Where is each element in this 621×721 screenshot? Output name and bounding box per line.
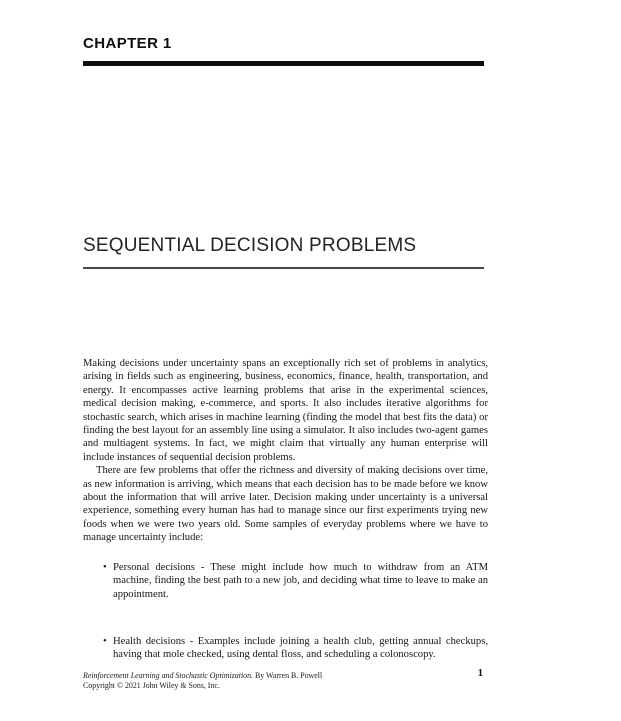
bullet-text: Health decisions - Examples include joining a health club, getting annual checkups, having that mole checked, using dental floss, and scheduling a colonoscopy. [113,635,488,661]
chapter-rule-thick [83,61,484,66]
chapter-label: CHAPTER 1 [83,35,172,52]
bullet-icon: • [103,561,107,573]
footer-book-title: Reinforcement Learning and Stochastic Optimization. [83,671,253,680]
page-number: 1 [477,668,483,679]
list-item [83,561,488,601]
bullet-text: Personal decisions - These might include how much to withdraw from an ATM machine, finding the best path to a new job, and deciding what time to leave to make an appointment. [113,561,488,600]
bullet-icon: • [103,635,107,647]
chapter-title: SEQUENTIAL DECISION PROBLEMS [83,235,417,256]
footer-byline: By Warren B. Powell [254,671,323,680]
body-text [83,357,488,662]
list-item [83,635,488,662]
bullet-list [83,561,488,662]
title-rule-thin [83,267,484,269]
paragraph-1: Making decisions under uncertainty spans an exceptionally rich set of problems in analytics, arising in fields such as engineering, business, economics, finance, health, transportation, and energy. It encompasses active learning problems that arise in the experimental sciences, medical decision making, e-commerce, and sports. It also includes iterative algorithms for stochastic search, which arises in machine learning (finding the model that best fits the data) or finding the best layout for an assembly line using a simulator. It also includes two-agent games and multiagent systems. In fact, we might claim that virtually any human enterprise will include instances of sequential decision problems. [83,358,488,463]
footer-copyright: Copyright © 2021 John Wiley & Sons, Inc. [83,680,220,690]
paragraph-2: There are few problems that offer the richness and diversity of making decisions over time, as new information is arriving, which means that each decision has to be made before we know about the information that will arrive later. Decision making under uncertainty is a universal experience, something every human has had to manage since our first experiments trying new foods when we were two years old. Some samples of everyday problems where we have to manage uncertainty include: [83,465,488,544]
